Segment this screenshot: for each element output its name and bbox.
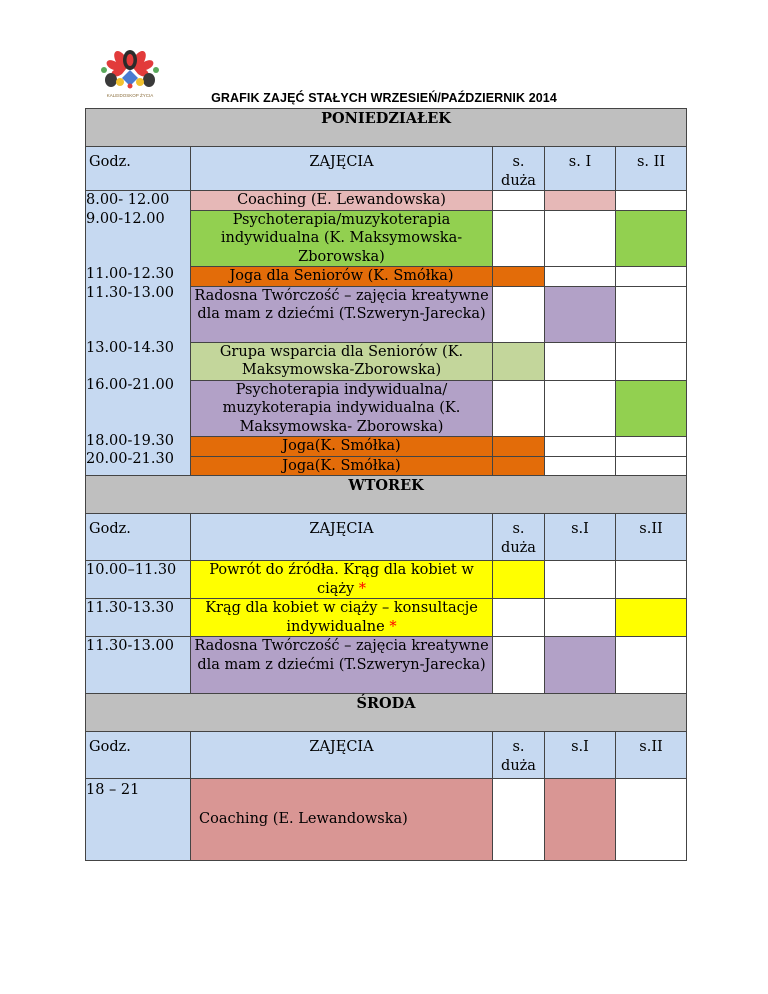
col-header-activities: ZAJĘCIA — [191, 514, 493, 561]
hour-label: 16.00-21.00 — [86, 377, 174, 393]
day-name: WTOREK — [86, 476, 687, 514]
room-cell — [493, 456, 545, 476]
asterisk-mark: * — [389, 618, 397, 635]
room-cell — [545, 210, 616, 267]
table-row — [86, 599, 687, 637]
day-header-monday — [86, 109, 687, 147]
activity-cell: Radosna Twórczość – zajęcia kreatywne dla mam z dziećmi (T.Szweryn-Jarecka) — [191, 286, 493, 342]
activity-cell: Coaching (E. Lewandowska) — [191, 779, 493, 861]
day-name: ŚRODA — [86, 694, 687, 732]
activity-cell — [191, 561, 493, 599]
hour-label: 8.00- 12.00 — [86, 192, 170, 208]
column-header-row — [86, 514, 687, 561]
activity-cell: Joga dla Seniorów (K. Smółka) — [191, 267, 493, 287]
room-cell — [616, 286, 687, 342]
col-header-room-1: s.I — [545, 732, 616, 779]
col-header-room-large: s. duża — [493, 147, 545, 191]
col-header-hours: Godz. — [86, 732, 191, 779]
activity-cell: Grupa wsparcia dla Seniorów (K. Maksymowska-Zborowska) — [191, 342, 493, 380]
col-header-hours: Godz. — [86, 514, 191, 561]
room-cell — [545, 779, 616, 861]
activity-cell: Psychoterapia/muzykoterapia indywidualna (K. Maksymowska-Zborowska) — [191, 210, 493, 267]
day-header-wednesday — [86, 694, 687, 732]
column-header-row — [86, 732, 687, 779]
activity-cell: Joga(K. Smółka) — [191, 456, 493, 476]
asterisk-mark: * — [358, 580, 367, 597]
hours-cell — [86, 191, 191, 476]
activity-cell: Joga(K. Smółka) — [191, 437, 493, 457]
schedule-table — [85, 108, 687, 861]
col-header-room-2: s. II — [616, 147, 687, 191]
room-cell — [545, 561, 616, 599]
room-cell — [616, 210, 687, 267]
room-cell — [493, 342, 545, 380]
room-cell — [493, 267, 545, 287]
room-cell — [545, 437, 616, 457]
logo-text: KALEIDOSKOP ŻYCIA — [106, 93, 154, 98]
col-header-room-1: s. I — [545, 147, 616, 191]
hour-label: 11.30-13.30 — [86, 599, 191, 637]
col-header-hours: Godz. — [86, 147, 191, 191]
day-header-tuesday — [86, 476, 687, 514]
room-cell — [616, 561, 687, 599]
room-cell — [493, 210, 545, 267]
room-cell — [616, 191, 687, 211]
room-cell — [493, 561, 545, 599]
room-cell — [616, 456, 687, 476]
col-header-room-large: s. duża — [493, 732, 545, 779]
day-name: PONIEDZIAŁEK — [86, 109, 687, 147]
room-cell — [616, 637, 687, 694]
room-cell — [616, 437, 687, 457]
col-header-activities: ZAJĘCIA — [191, 732, 493, 779]
activity-text: Krąg dla kobiet w ciąży – konsultacje indywidualne — [205, 600, 478, 635]
room-cell — [545, 456, 616, 476]
document-title: GRAFIK ZAJĘĆ STAŁYCH WRZESIEŃ/PAŹDZIERNIK 2014 — [211, 91, 557, 105]
activity-cell: Radosna Twórczość – zajęcia kreatywne dla mam z dziećmi (T.Szweryn-Jarecka) — [191, 637, 493, 694]
hour-label: 11.00-12.30 — [86, 266, 174, 282]
hour-label: 11.30-13.00 — [86, 637, 191, 694]
room-cell — [493, 191, 545, 211]
room-cell — [545, 286, 616, 342]
hour-label: 10.00–11.30 — [86, 561, 191, 599]
room-cell — [616, 267, 687, 287]
room-cell — [545, 267, 616, 287]
activity-cell — [191, 599, 493, 637]
room-cell — [616, 342, 687, 380]
col-header-room-1: s.I — [545, 514, 616, 561]
activity-cell: Psychoterapia indywidualna/ muzykoterapia indywidualna (K. Maksymowska- Zborowska) — [191, 380, 493, 437]
room-cell — [545, 191, 616, 211]
hour-label: 18.00-19.30 — [86, 432, 174, 449]
room-cell — [616, 779, 687, 861]
col-header-room-large: s. duża — [493, 514, 545, 561]
room-cell — [616, 380, 687, 437]
room-cell — [493, 637, 545, 694]
col-header-room-2: s.II — [616, 514, 687, 561]
table-row — [86, 779, 687, 861]
table-row — [86, 561, 687, 599]
room-cell — [545, 342, 616, 380]
activity-text: Powrót do źródła. Krąg dla kobiet w ciąży — [209, 562, 474, 597]
activity-cell: Coaching (E. Lewandowska) — [191, 191, 493, 211]
table-row — [86, 191, 687, 211]
col-header-activities: ZAJĘCIA — [191, 147, 493, 191]
column-header-row — [86, 147, 687, 191]
room-cell — [493, 437, 545, 457]
room-cell — [493, 380, 545, 437]
room-cell — [493, 599, 545, 637]
hour-label: 11.30-13.00 — [86, 284, 174, 301]
room-cell — [545, 637, 616, 694]
table-row — [86, 637, 687, 694]
room-cell — [493, 286, 545, 342]
room-cell — [616, 599, 687, 637]
room-cell — [545, 599, 616, 637]
hour-label: 20.00-21.30 — [86, 451, 174, 467]
room-cell — [493, 779, 545, 861]
hour-label: 13.00-14.30 — [86, 340, 174, 356]
hour-label: 18 – 21 — [86, 779, 191, 861]
room-cell — [545, 380, 616, 437]
col-header-room-2: s.II — [616, 732, 687, 779]
hour-label: 9.00-12.00 — [86, 210, 165, 227]
